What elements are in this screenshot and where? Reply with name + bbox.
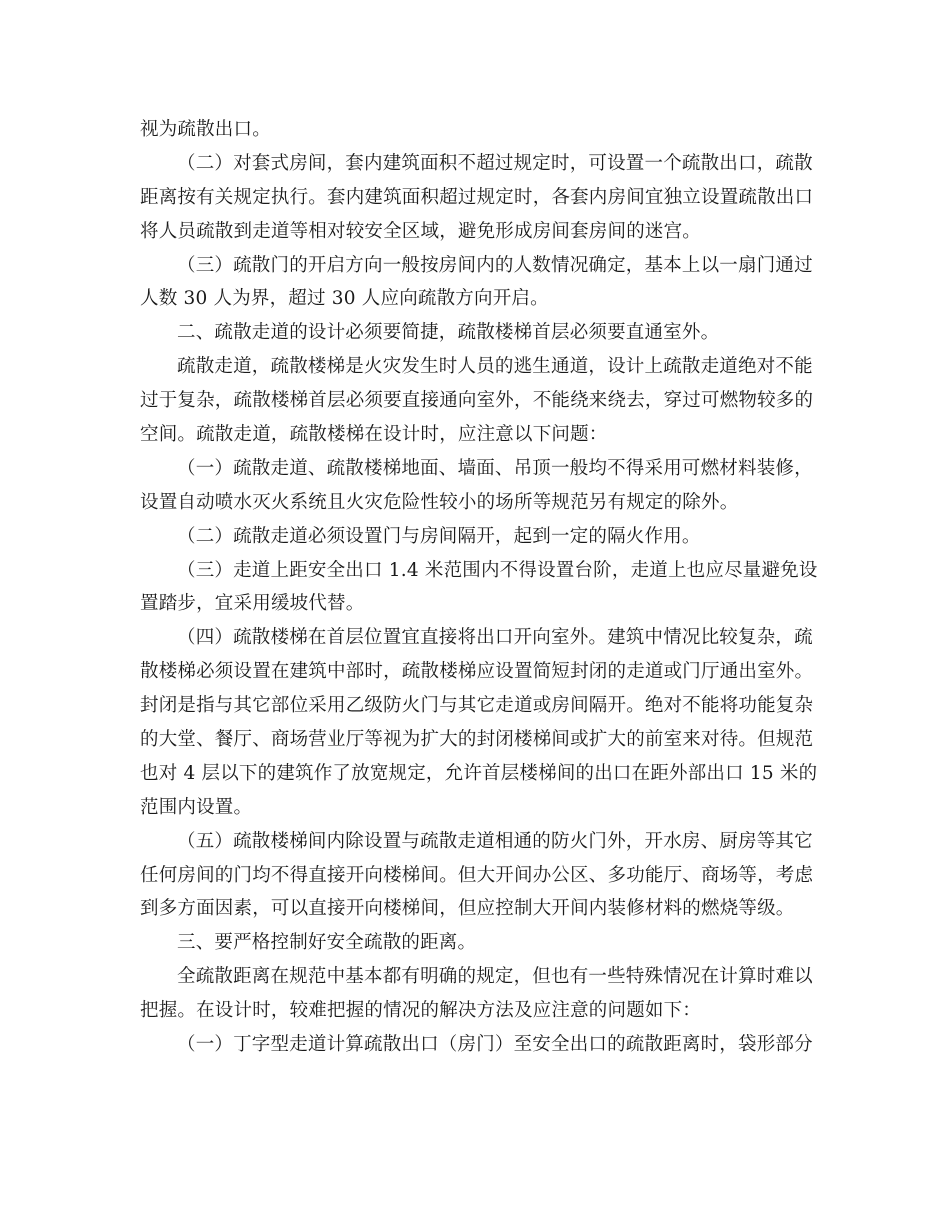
text-line: 疏散走道，疏散楼梯是火灾发生时人员的逃生通道，设计上疏散走道绝对不能: [177, 356, 813, 378]
text-line: 封闭是指与其它部位采用乙级防火门与其它走道或房间隔开。绝对不能将功能复杂: [140, 695, 814, 717]
text-line: （一）丁字型走道计算疏散出口（房门）至安全出口的疏散距离时，袋形部分: [177, 1034, 813, 1056]
text-line: 视为疏散出口。: [140, 119, 271, 140]
text-line: 人数 30 人为界，超过 30 人应向疏散方向开启。: [140, 288, 549, 310]
text-line: 把握。在设计时，较难把握的情况的解决方法及应注意的问题如下：: [140, 1000, 702, 1022]
text-line: （三）走道上距安全出口 1.4 米范围内不得设置台阶，走道上也应尽量避免设: [177, 559, 818, 581]
text-line: 的大堂、餐厅、商场营业厅等视为扩大的封闭楼梯间或扩大的前室来对待。但规范: [140, 729, 814, 751]
text-line: （二）疏散走道必须设置门与房间隔开，起到一定的隔火作用。: [177, 525, 701, 547]
document-body: [140, 113, 818, 1062]
text-line: （一）疏散走道、疏散楼梯地面、墙面、吊顶一般均不得采用可燃材料装修，: [177, 457, 813, 479]
text-line: 全疏散距离在规范中基本都有明确的规定，但也有一些特殊情况在计算时难以: [177, 966, 813, 988]
text-line: 二、疏散走道的设计必须要简捷，疏散楼梯首层必须要直通室外。: [177, 322, 720, 344]
text-line: 置踏步，宜采用缓坡代替。: [140, 593, 365, 615]
text-line: （四）疏散楼梯在首层位置宜直接将出口开向室外。建筑中情况比较复杂，疏: [177, 627, 813, 649]
text-line: （五）疏散楼梯间内除设置与疏散走道相通的防火门外，开水房、厨房等其它: [177, 830, 813, 852]
text-line: 任何房间的门均不得直接开向楼梯间。但大开间办公区、多功能厅、商场等，考虑: [140, 864, 814, 886]
text-line: （二）对套式房间，套内建筑面积不超过规定时，可设置一个疏散出口，疏散: [177, 152, 813, 174]
text-line: 到多方面因素，可以直接开向楼梯间，但应控制大开间内装修材料的燃烧等级。: [140, 898, 795, 920]
text-line: 也对 4 层以下的建筑作了放宽规定，允许首层楼梯间的出口在距外部出口 15 米的: [140, 762, 818, 784]
text-line: 设置自动喷水灭火系统且火灾危险性较小的场所等规范另有规定的除外。: [140, 491, 739, 513]
text-line: 范围内设置。: [140, 796, 253, 818]
text-line: 将人员疏散到走道等相对较安全区域，避免形成房间套房间的迷宫。: [140, 220, 702, 242]
text-line: 空间。疏散走道，疏散楼梯在设计时，应注意以下问题：: [140, 424, 608, 446]
text-line: 散楼梯必须设置在建筑中部时，疏散楼梯应设置简短封闭的走道或门厅通出室外。: [140, 661, 814, 683]
text-line: 过于复杂，疏散楼梯首层必须要直接通向室外，不能绕来绕去，穿过可燃物较多的: [140, 390, 814, 412]
text-line: （三）疏散门的开启方向一般按房间内的人数情况确定，基本上以一扇门通过: [177, 254, 813, 276]
text-line: 三、要严格控制好安全疏散的距离。: [177, 932, 477, 954]
text-line: 距离按有关规定执行。套内建筑面积超过规定时，各套内房间宜独立设置疏散出口: [140, 186, 814, 208]
